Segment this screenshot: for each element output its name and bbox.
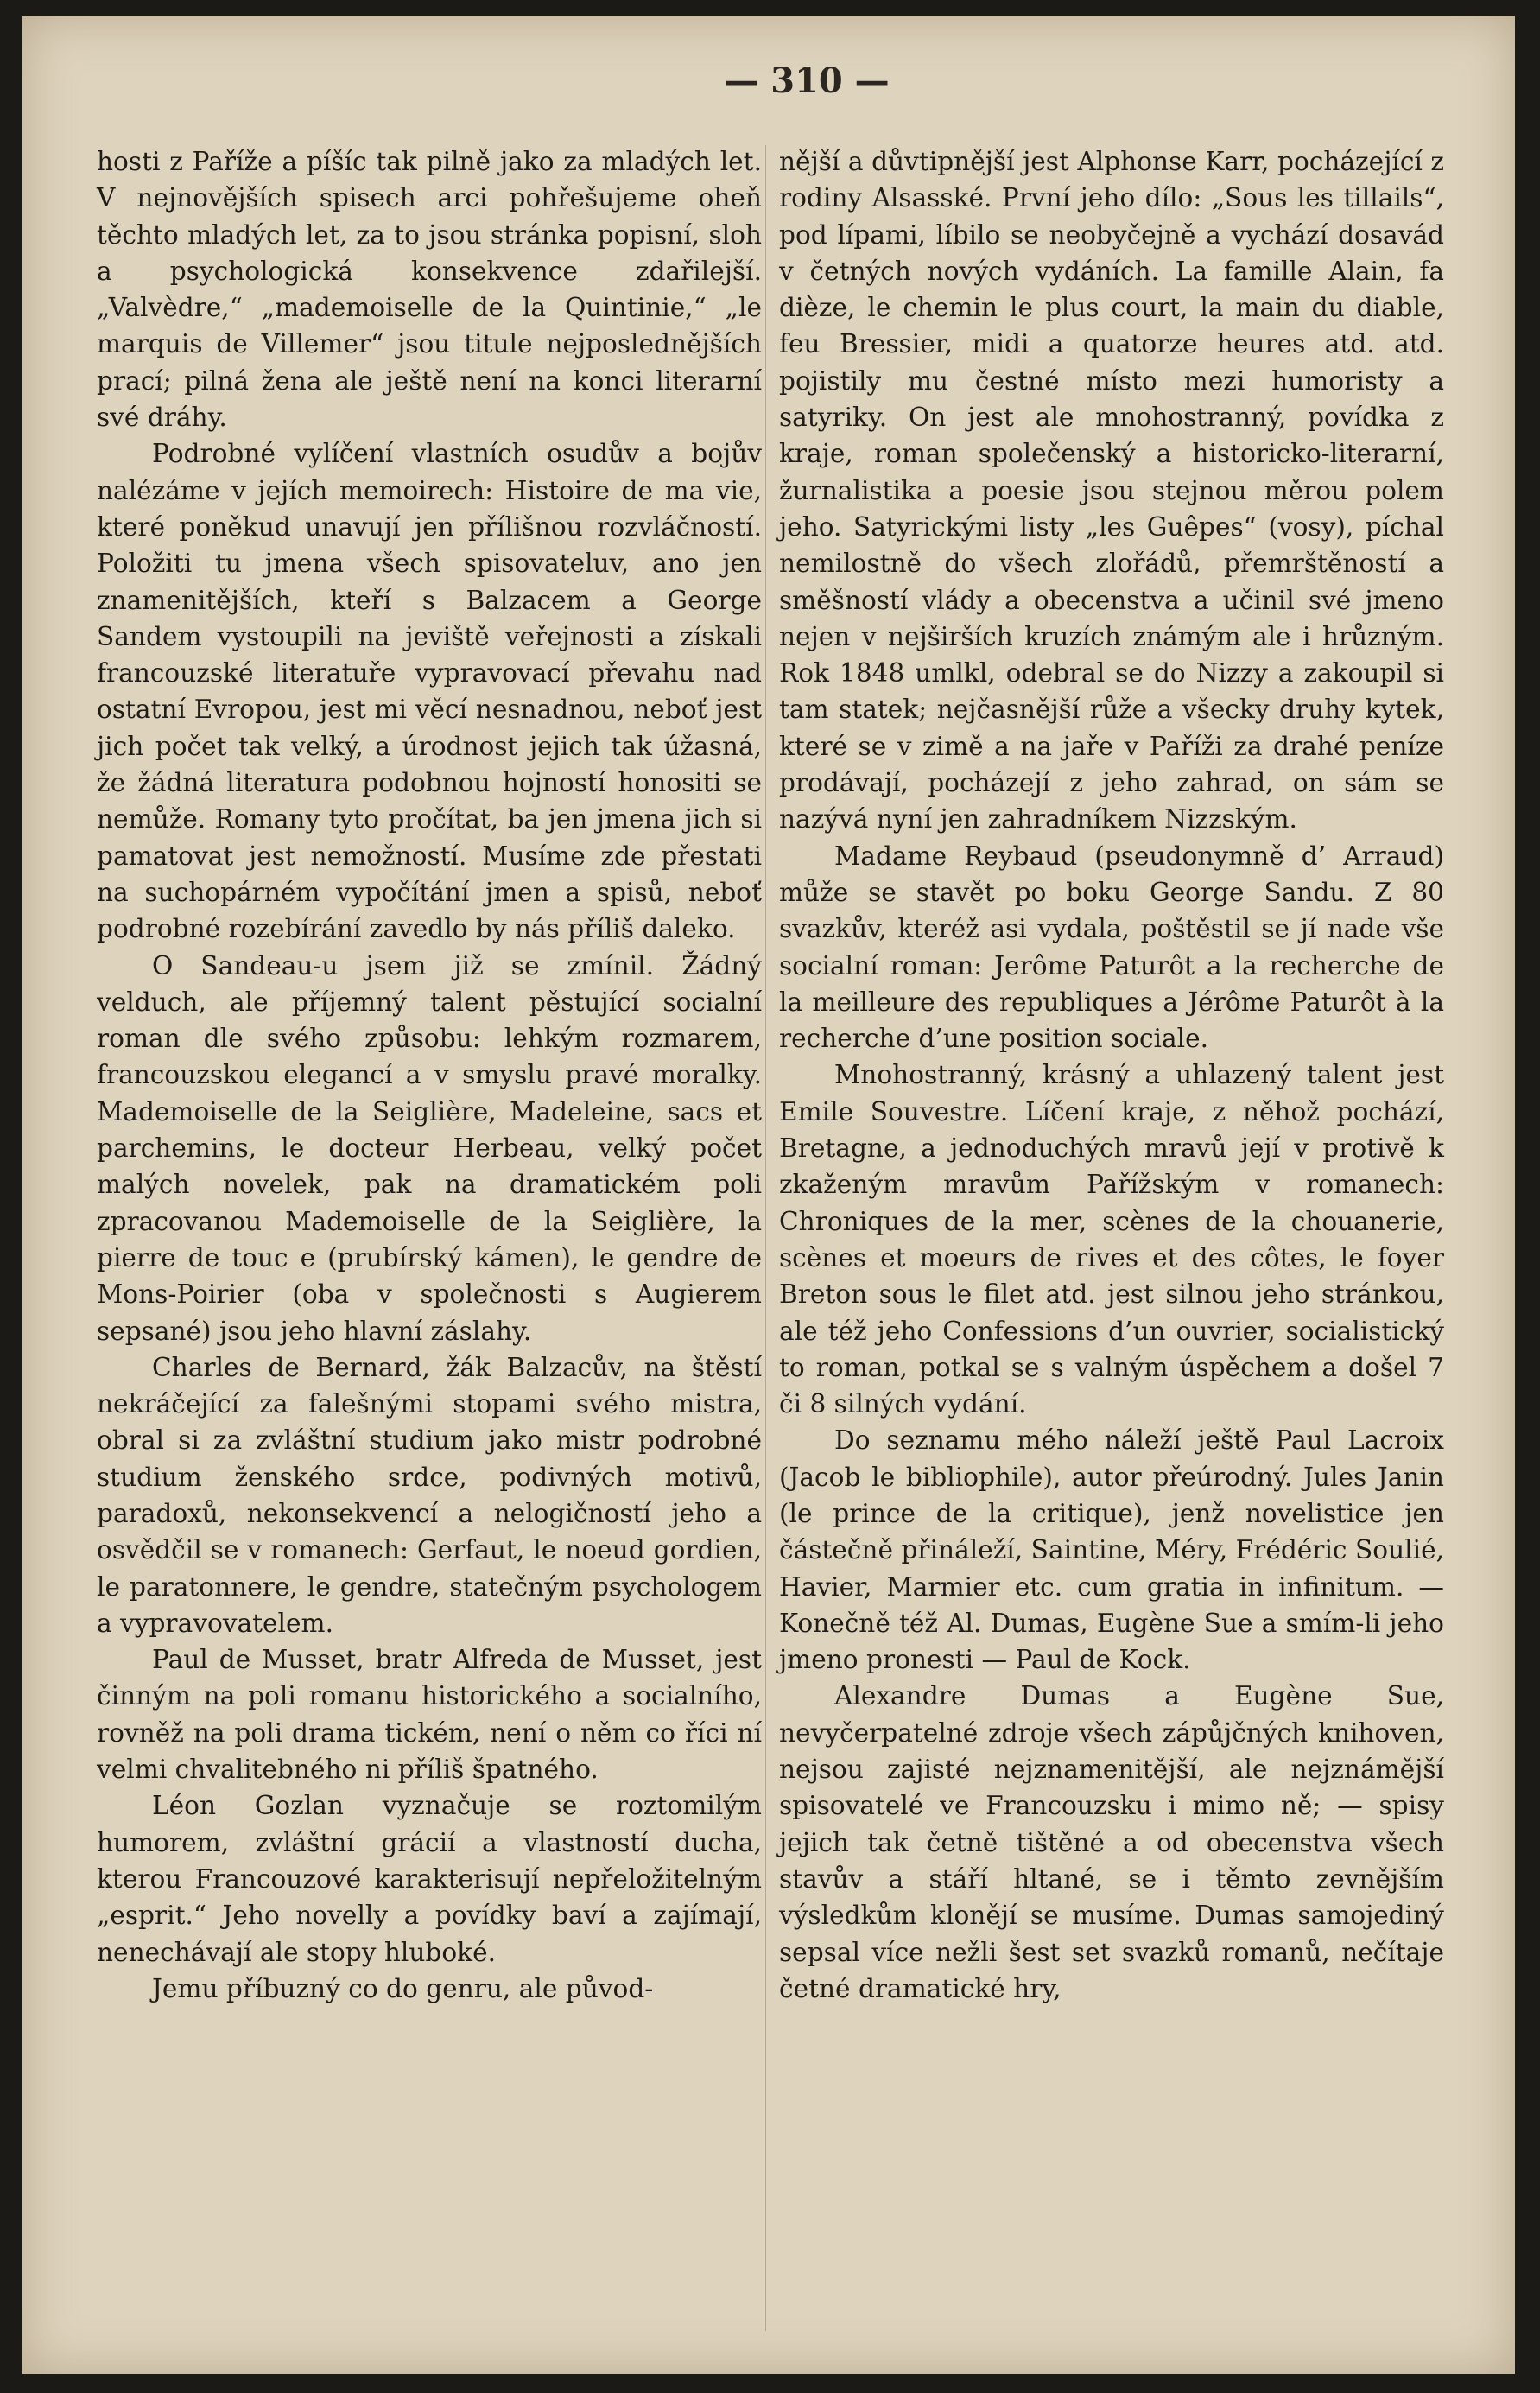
column-divider	[765, 145, 766, 2331]
paragraph: Jemu příbuzný co do genru, ale původ-	[152, 1973, 654, 2003]
paragraph: hosti z Paříže a píšíc tak pilně jako za mladých let. V nejnovějších spisech arci pohřešujeme oheň těchto mladých let, za to jsou stránka popisní, sloh a psychologická konsekvence zdařilejší. „Valvèdre,“ „mademoiselle de la Quintinie,“ „le marquis de Villemer“ jsou titule nejposlednějších prací; pilná žena ale ještě není na konci literarní své dráhy.	[97, 147, 762, 433]
paragraph: Charles de Bernard, žák Balzacův, na štěstí nekráčející za falešnými stopami svého mistra, obral si za zvláštní studium jako mistr podrobné studium ženského srdce, podivných motivů, paradoxů, nekonsekvencí a nelogičností jeho a osvědčil se v romanech: Gerfaut, le noeud gordien, le paratonnere, le gendre, statečným psychologem a vypravovatelem.	[97, 1352, 762, 1638]
page-number: — 310 —	[724, 60, 890, 101]
paragraph: Do seznamu mého náleží ještě Paul Lacroix (Jacob le bibliophile), autor přeúrodný. Jules Janin (le prince de la critique), jenž novelistice jen částečně přináleží, Saintine, Méry, Frédéric Soulié, Havier, Marmier etc. cum gratia in infinitum. — Konečně též Al. Dumas, Eugène Sue a smím-li jeho jmeno pronesti — Paul de Kock.	[779, 1425, 1444, 1675]
paragraph: O Sandeau-u jsem již se zmínil. Žádný velduch, ale příjemný talent pěstující socialní roman dle svého způsobu: lehkým rozmarem, francouzskou elegancí a v smyslu pravé moralky. Mademoiselle de la Seiglière, Madeleine, sacs et parchemins, le docteur Herbeau, velký počet malých novelek, pak na dramatickém poli zpracovanou Mademoiselle de la Seiglière, la pierre de touc e (prubírský kámen), le gendre de Mons-Poirier (oba v společnosti s Augierem sepsané) jsou jeho hlavní záslahy.	[97, 950, 762, 1346]
right-column	[779, 143, 1444, 2007]
book-page	[22, 16, 1515, 2374]
paragraph: Madame Reybaud (pseudonymně d’ Arraud) může se stavět po boku George Sandu. Z 80 svazkův, kteréž asi vydala, poštěstil se jí nade vše socialní roman: Jerôme Paturôt a la recherche de la meilleure des republiques a Jérôme Paturôt à la recherche d’une position sociale.	[779, 841, 1444, 1054]
left-column	[97, 143, 762, 2007]
paragraph: Podrobné vylíčení vlastních osudův a bojův nalézáme v jejích memoirech: Histoire de ma vie, které poněkud unavují jen přílišnou rozvláčností. Položiti tu jmena všech spisovateluv, ano jen znamenitějších, kteří s Balzacem a George Sandem vystoupili na jeviště veřejnosti a získali francouzské literatuře vypravovací převahu nad ostatní Evropou, jest mi věcí nesnadnou, neboť jest jich počet tak velký, a úrodnost jejich tak úžasná, že žádná literatura podobnou hojností honositi se nemůže. Romany tyto pročítat, ba jen jmena jich si pamatovat jest nemožností. Musíme zde přestati na suchopárném vypočítání jmen a spisů, neboť podrobné rozebírání zavedlo by nás příliš daleko.	[97, 439, 762, 944]
paragraph: Paul de Musset, bratr Alfreda de Musset, jest činným na poli romanu historického a socialního, rovněž na poli drama tickém, není o něm co říci ní velmi chvalitebného ni příliš špatného.	[97, 1645, 762, 1785]
paragraph: nější a důvtipnější jest Alphonse Karr, pocházející z rodiny Alsasské. První jeho dílo: „Sous les tillails“, pod lípami, líbilo se neobyčejně a vychází dosavád v četných nových vydáních. La famille Alain, fa dièze, le chemin le plus court, la main du diable, feu Bressier, midi a quatorze heures atd. atd. pojistily mu čestné místo mezi humoristy a satyriky. On jest ale mnohostranný, povídka z kraje, roman společenský a historicko-literarní, žurnalistika a poesie jsou stejnou měrou polem jeho. Satyrickými listy „les Guêpes“ (vosy), píchal nemilostně do všech zlořádů, přemrštěností a směšností vlády a obecenstva a učinil své jmeno nejen v nejširších kruzích známým ale i hrůzným. Rok 1848 umlkl, odebral se do Nizzy a zakoupil si tam statek; nejčasnější růže a všecky druhy kytek, které se v zimě a na jaře v Paříži za drahé peníze prodávají, pocházejí z jeho zahrad, on sám se nazývá nyní jen zahradníkem Nizzským.	[779, 147, 1444, 835]
paragraph: Mnohostranný, krásný a uhlazený talent jest Emile Souvestre. Líčení kraje, z něhož pochází, Bretagne, a jednoduchých mravů její v protivě k zkaženým mravům Pařížským v romanech: Chroniques de la mer, scènes de la chouanerie, scènes et moeurs de rives et des côtes, le foyer Breton sous le filet atd. jest silnou jeho stránkou, ale též jeho Confessions d’un ouvrier, socialistický to roman, potkal se s valným úspěchem a došel 7 či 8 silných vydání.	[779, 1060, 1444, 1419]
paragraph: Léon Gozlan vyznačuje se roztomilým humorem, zvláštní grácií a vlastností ducha, kterou Francouzové karakterisují nepřeložitelným „esprit.“ Jeho novelly a povídky baví a zajímají, nenechávají ale stopy hluboké.	[97, 1791, 762, 1967]
paragraph: Alexandre Dumas a Eugène Sue, nevyčerpatelné zdroje všech zápůjčných knihoven, nejsou zajisté nejznamenitější, ale nejznámější spisovatelé ve Francouzsku i mimo ně; — spisy jejich tak četně tištěné a od obecenstva všech stavův a stáří hltané, se i těmto zevnějším výsledkům klonějí se musíme. Dumas samojediný sepsal více nežli šest set svazků romanů, nečítaje četné dramatické hry,	[779, 1681, 1444, 2003]
